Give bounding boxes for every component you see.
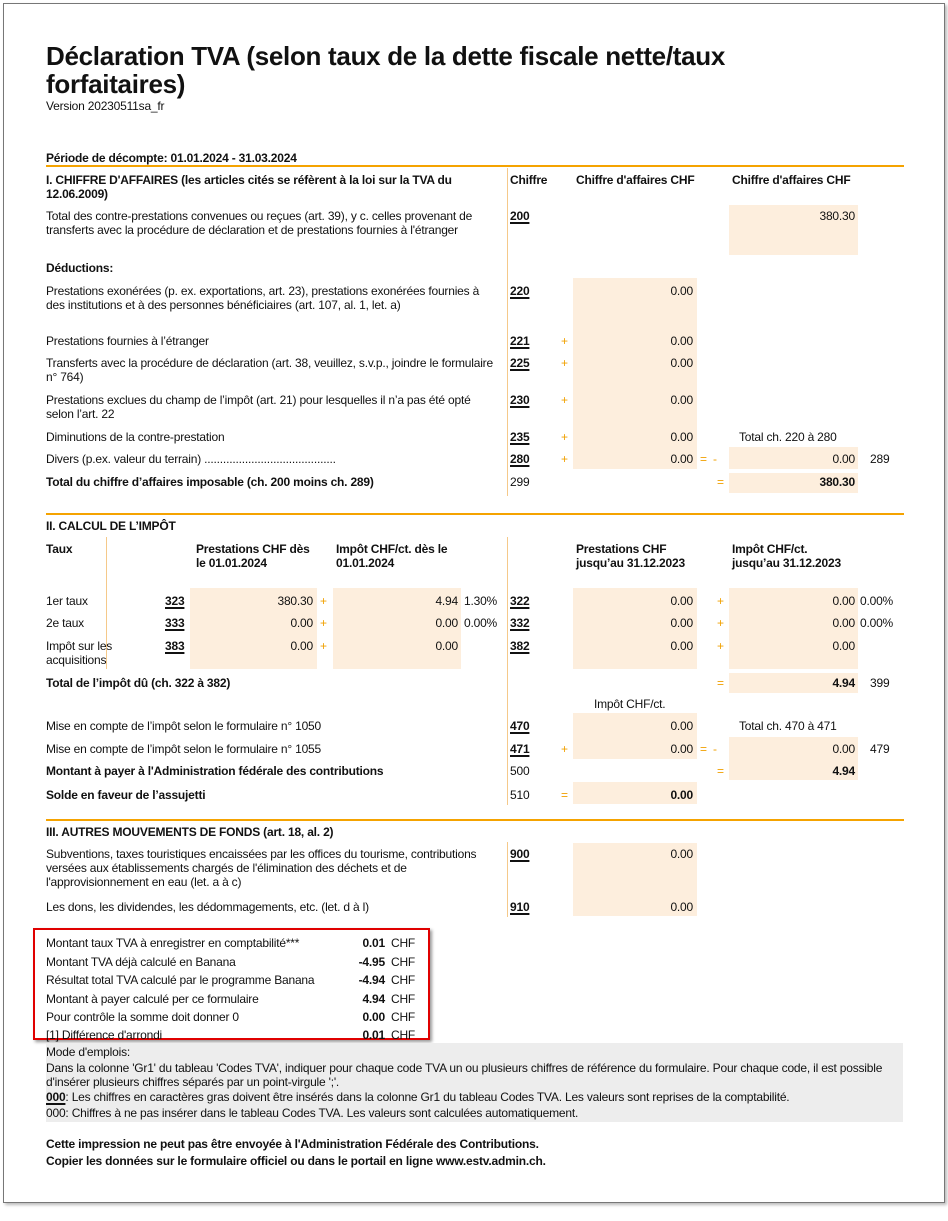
bold-code-example: 000 — [46, 1090, 66, 1104]
row-221-label: Prestations fournies à l’étranger — [46, 334, 209, 348]
rate-row-tax-new: 0.00 — [435, 639, 458, 653]
check-unit: CHF — [391, 992, 416, 1006]
equals-sign: = — [700, 742, 707, 756]
plus-sign: + — [561, 742, 568, 756]
row-225-value: 0.00 — [670, 356, 693, 370]
version-label: Version 20230511sa_fr — [46, 99, 165, 113]
row-289-code: 289 — [870, 452, 890, 466]
divider — [46, 165, 904, 167]
plus-sign: + — [320, 639, 327, 653]
row-220-value: 0.00 — [670, 284, 693, 298]
check-label: Résultat total TVA calculé par le programme Banana — [46, 973, 315, 987]
row-230-code: 230 — [510, 393, 530, 407]
check-value: -4.94 — [358, 973, 385, 987]
check-label: Montant à payer calculé per ce formulaire — [46, 992, 259, 1006]
divider — [46, 819, 904, 821]
rate-row-label: Impôt sur les acquisitions — [46, 639, 113, 667]
rate-row-services-new: 0.00 — [290, 639, 313, 653]
plain-code-text: : Chiffres à ne pas insérer dans le tableau Codes TVA. Les valeurs sont calculées automatiquement. — [65, 1106, 579, 1120]
instructions-title: Mode d'emplois: — [46, 1045, 131, 1059]
rate-row-code-old: 322 — [510, 594, 530, 608]
row-280-code: 280 — [510, 452, 530, 466]
equals-sign: = — [700, 452, 707, 466]
check-value: -4.95 — [358, 955, 385, 969]
total-220-280-note: Total ch. 220 à 280 — [739, 430, 837, 444]
plus-sign: + — [561, 334, 568, 348]
row-500-code: 500 — [510, 764, 530, 778]
check-value: 0.00 — [362, 1010, 385, 1024]
plus-sign: + — [561, 393, 568, 407]
footer-line-2: Copier les données sur le formulaire officiel ou dans le portail en ligne www.estv.admin.ch. — [46, 1154, 546, 1168]
check-value: 0.01 — [362, 1028, 385, 1042]
equals-sign: = — [561, 788, 568, 802]
row-500-label: Montant à payer à l'Administration fédérale des contributions — [46, 764, 384, 778]
rate-row-services-new: 0.00 — [290, 616, 313, 630]
row-200-label: Total des contre-prestations convenues ou reçues (art. 39), y c. celles provenant de transferts avec la procédure de déclaration et de prestations fournies à l'étranger — [46, 209, 473, 237]
row-221-code: 221 — [510, 334, 530, 348]
row-470-label: Mise en compte de l’impôt selon le formulaire n° 1050 — [46, 719, 322, 733]
check-value: 4.94 — [362, 992, 385, 1006]
plus-sign: + — [561, 452, 568, 466]
row-910-value: 0.00 — [670, 900, 693, 914]
check-label: Montant TVA déjà calculé en Banana — [46, 955, 236, 969]
section3-title: III. AUTRES MOUVEMENTS DE FONDS (art. 18, al. 2) — [46, 825, 334, 839]
header-tax-old: Impôt CHF/ct. jusqu’au 31.12.2023 — [732, 542, 841, 570]
row-200-code: 200 — [510, 209, 530, 223]
row-280-label: Divers (p.ex. valeur du terrain) .......................................... — [46, 452, 336, 466]
row-235-value: 0.00 — [670, 430, 693, 444]
row-299-code: 299 — [510, 475, 530, 489]
instructions-plain-line — [46, 1106, 578, 1120]
period-label: Période de décompte: 01.01.2024 - 31.03.2024 — [46, 151, 297, 165]
minus-sign: - — [713, 452, 717, 466]
rate-row-label: 1er taux — [46, 594, 88, 608]
rate-row-services-old: 0.00 — [670, 639, 693, 653]
rate-row-rate-new: 1.30% — [464, 594, 498, 608]
row-471-label: Mise en compte de l’impôt selon le formulaire n° 1055 — [46, 742, 322, 756]
column-divider — [507, 842, 508, 917]
column-divider — [507, 537, 508, 805]
plain-code-example: 000 — [46, 1106, 66, 1120]
row-299-label: Total du chiffre d’affaires imposable (ch. 200 moins ch. 289) — [46, 475, 374, 489]
row-221-value: 0.00 — [670, 334, 693, 348]
row-479-code: 479 — [870, 742, 890, 756]
plus-sign: + — [561, 430, 568, 444]
equals-sign: = — [717, 764, 724, 778]
rate-row-code-new: 333 — [165, 616, 185, 630]
row-910-code: 910 — [510, 900, 530, 914]
row-470-value: 0.00 — [670, 719, 693, 733]
row-900-value: 0.00 — [670, 847, 693, 861]
row-220-label: Prestations exonérées (p. ex. exportations, art. 23), prestations exonérées fournies à des institutions et à des personnes bénéficiaires (art. 107, al. 1, let. a) — [46, 284, 480, 312]
instructions-text: Dans la colonne 'Gr1' du tableau 'Codes TVA', indiquer pour chaque code TVA un ou plusieurs chiffres de référence du formulaire. Pour chaque code, il est possible d'insérer plusieurs chiffres séparés par un point-virgule ';'. — [46, 1061, 883, 1089]
row-289-value: 0.00 — [832, 452, 855, 466]
plus-sign: + — [717, 639, 724, 653]
row-225-code: 225 — [510, 356, 530, 370]
rate-row-tax-new: 0.00 — [435, 616, 458, 630]
header-tax: Impôt CHF/ct. — [594, 697, 666, 711]
header-services-new: Prestations CHF dès le 01.01.2024 — [196, 542, 310, 570]
plus-sign: + — [561, 356, 568, 370]
rate-row-tax-old: 0.00 — [832, 616, 855, 630]
row-230-value: 0.00 — [670, 393, 693, 407]
rate-row-rate-new: 0.00% — [464, 616, 498, 630]
minus-sign: - — [713, 742, 717, 756]
header-turnover-1: Chiffre d'affaires CHF — [576, 173, 695, 187]
row-230-label: Prestations exclues du champ de l’impôt (art. 21) pour lesquelles il n’a pas été opté selon l’art. 22 — [46, 393, 471, 421]
row-220-code: 220 — [510, 284, 530, 298]
header-turnover-2: Chiffre d'affaires CHF — [732, 173, 851, 187]
row-235-code: 235 — [510, 430, 530, 444]
section1-title: I. CHIFFRE D'AFFAIRES (les articles cités se réfèrent à la loi sur la TVA du 12.06.2009) — [46, 173, 452, 201]
divider — [46, 513, 904, 515]
plus-sign: + — [320, 616, 327, 630]
plus-sign: + — [717, 594, 724, 608]
row-200-value: 380.30 — [819, 209, 855, 223]
plus-sign: + — [717, 616, 724, 630]
row-900-code: 900 — [510, 847, 530, 861]
header-tax-new: Impôt CHF/ct. dès le 01.01.2024 — [336, 542, 448, 570]
rate-row-tax-old: 0.00 — [832, 594, 855, 608]
rate-row-services-old: 0.00 — [670, 616, 693, 630]
equals-sign: = — [717, 475, 724, 489]
rate-row-rate-old: 0.00% — [860, 594, 894, 608]
section2-title: II. CALCUL DE L’IMPÔT — [46, 519, 176, 533]
row-299-value: 380.30 — [819, 475, 855, 489]
row-235-label: Diminutions de la contre-prestation — [46, 430, 225, 444]
header-services-old: Prestations CHF jusqu’au 31.12.2023 — [576, 542, 685, 570]
instructions-bold-line — [46, 1090, 789, 1104]
row-910-label: Les dons, les dividendes, les dédommagements, etc. (let. d à l) — [46, 900, 369, 914]
row-510-value: 0.00 — [670, 788, 693, 802]
rate-row-code-old: 332 — [510, 616, 530, 630]
check-unit: CHF — [391, 973, 416, 987]
page-title: Déclaration TVA (selon taux de la dette fiscale nette/taux forfaitaires) — [46, 41, 726, 99]
check-label: Montant taux TVA à enregistrer en comptabilité*** — [46, 936, 300, 950]
header-code: Chiffre — [510, 173, 548, 187]
row-510-label: Solde en faveur de l’assujetti — [46, 788, 206, 802]
row-500-value: 4.94 — [832, 764, 855, 778]
row-479-value: 0.00 — [832, 742, 855, 756]
row-280-value: 0.00 — [670, 452, 693, 466]
column-divider — [507, 168, 508, 496]
check-unit: CHF — [391, 955, 416, 969]
deductions-label: Déductions: — [46, 261, 114, 275]
rate-row-tax-old: 0.00 — [832, 639, 855, 653]
row-225-label: Transferts avec la procédure de déclaration (art. 38, veuillez, s.v.p., joindre le formulaire n° 764) — [46, 356, 493, 384]
row-470-code: 470 — [510, 719, 530, 733]
header-rate: Taux — [46, 542, 73, 556]
bold-code-text: : Les chiffres en caractères gras doivent être insérés dans la colonne Gr1 du tableau Codes TVA. Les valeurs sont reprises de la comptabilité. — [65, 1090, 790, 1104]
total-470-471-note: Total ch. 470 à 471 — [739, 719, 837, 733]
plus-sign: + — [320, 594, 327, 608]
check-label: Pour contrôle la somme doit donner 0 — [46, 1010, 239, 1024]
rate-row-code-old: 382 — [510, 639, 530, 653]
row-471-value: 0.00 — [670, 742, 693, 756]
check-unit: CHF — [391, 1010, 416, 1024]
rate-row-code-new: 323 — [165, 594, 185, 608]
rate-row-code-new: 383 — [165, 639, 185, 653]
check-label: [1] Différence d'arrondi — [46, 1028, 163, 1042]
row-900-label: Subventions, taxes touristiques encaissées par les offices du tourisme, contributions versées aux établissements chargés de l'élimination des déchets et de l'approvisionnement en eau (let. a à c) — [46, 847, 477, 889]
total-tax-label: Total de l’impôt dû (ch. 322 à 382) — [46, 676, 231, 690]
rate-row-tax-new: 4.94 — [435, 594, 458, 608]
row-471-code: 471 — [510, 742, 530, 756]
rate-row-rate-old: 0.00% — [860, 616, 894, 630]
rate-row-label: 2e taux — [46, 616, 84, 630]
total-tax-code: 399 — [870, 676, 890, 690]
row-510-code: 510 — [510, 788, 530, 802]
check-value: 0.01 — [362, 936, 385, 950]
footer-line-1: Cette impression ne peut pas être envoyée à l'Administration Fédérale des Contributions. — [46, 1137, 539, 1151]
total-tax-value: 4.94 — [832, 676, 855, 690]
check-unit: CHF — [391, 1028, 416, 1042]
equals-sign: = — [717, 676, 724, 690]
rate-row-services-new: 380.30 — [277, 594, 313, 608]
check-unit: CHF — [391, 936, 416, 950]
rate-row-services-old: 0.00 — [670, 594, 693, 608]
